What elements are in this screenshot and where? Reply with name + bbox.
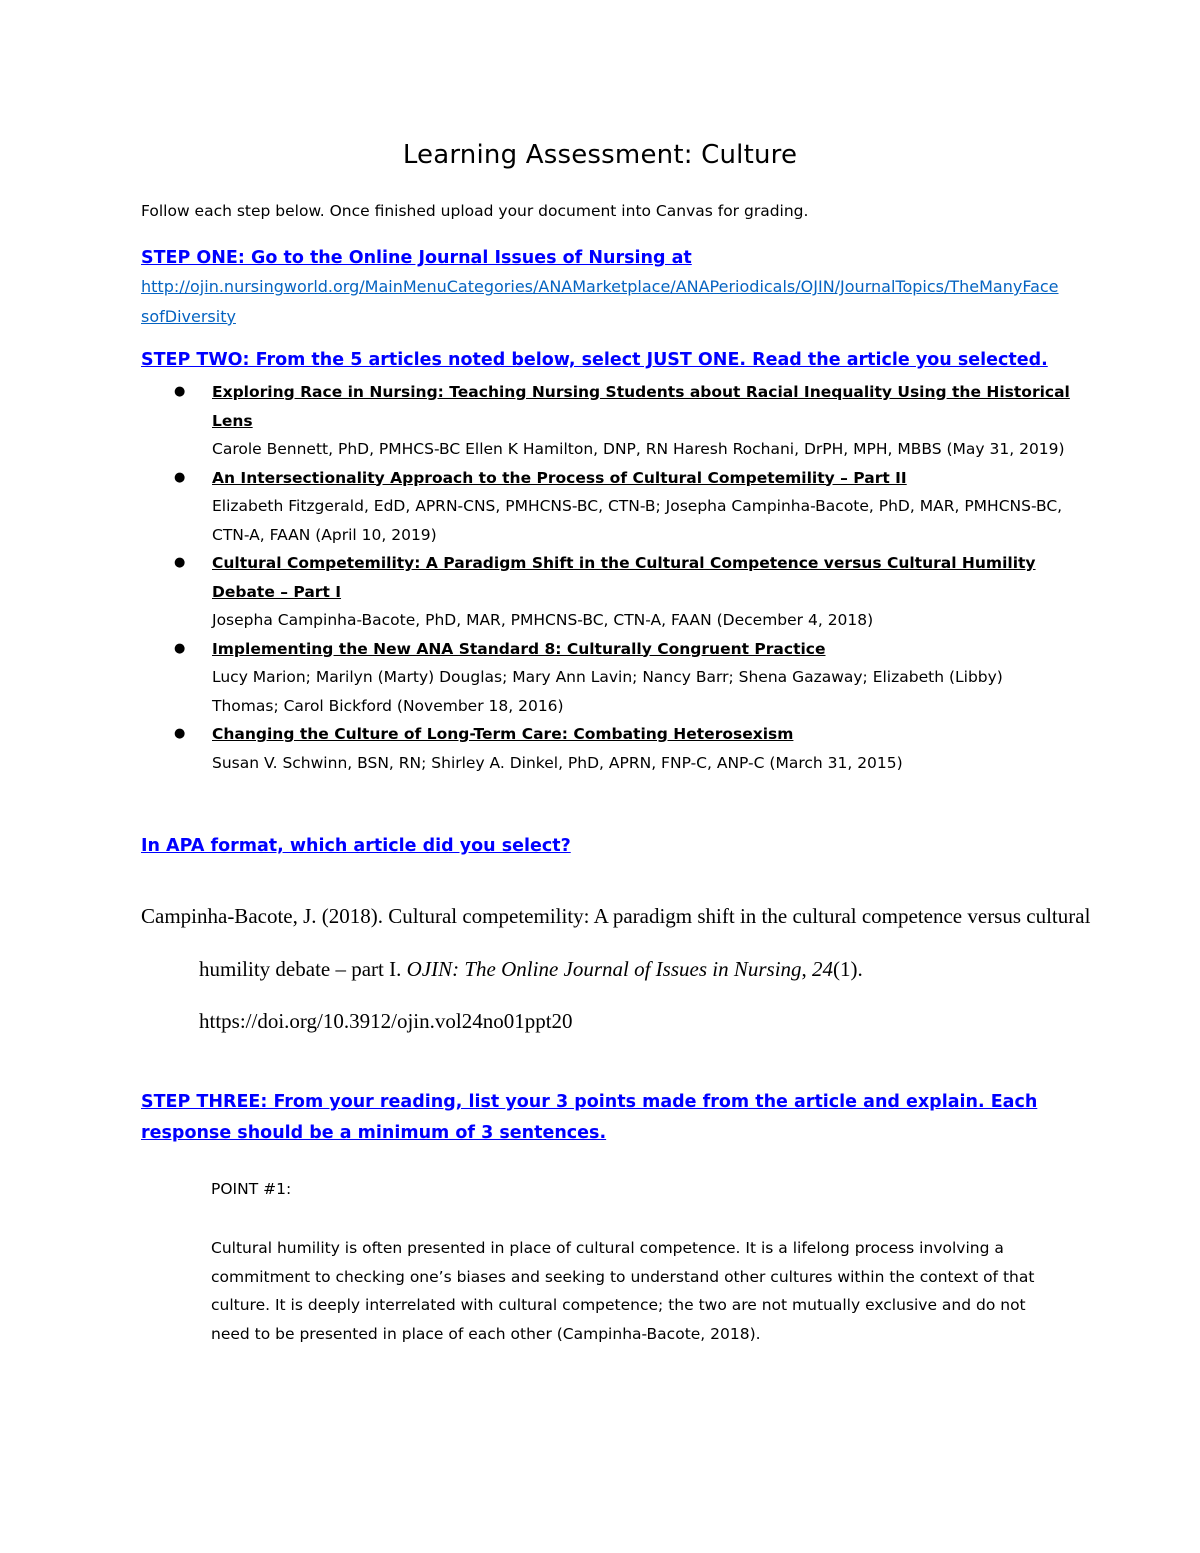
point-1-text: Cultural humility is often presented in place of cultural competence. It is a lifelong process involving a commitment to checking one’s biases and seeking to understand other cultures within the context of that culture. It is deeply interrelated with cultural competence; the two are not mutually exclusive and do not need to be presented in place of each other (Campinha-Bacote, 2018). — [211, 1239, 1035, 1343]
article-title: Exploring Race in Nursing: Teaching Nursing Students about Racial Inequality Using the Historical Lens — [212, 383, 1070, 430]
article-authors: Carole Bennett, PhD, PMHCS-BC Ellen K Hamilton, DNP, RN Haresh Rochani, DrPH, MPH, MBBS (May 31, 2019) — [212, 440, 1065, 458]
article-authors: Lucy Marion; Marilyn (Marty) Douglas; Mary Ann Lavin; Nancy Barr; Shena Gazaway; Elizabeth (Libby) Thomas; Carol Bickford (November 18, 2016) — [212, 668, 1003, 715]
apa-question-heading: In APA format, which article did you select? — [141, 836, 571, 856]
bullet-icon: ● — [174, 640, 186, 656]
step-three-heading: STEP THREE: From your reading, list your 3 points made from the article and explain. Each response should be a minimum of 3 sentences. — [141, 1092, 1038, 1143]
article-authors: Elizabeth Fitzgerald, EdD, APRN-CNS, PMHCNS-BC, CTN-B; Josepha Campinha-Bacote, PhD, MAR, PMHCNS-BC, CTN-A, FAAN (April 10, 2019) — [212, 497, 1063, 544]
intro-text: Follow each step below. Once finished upload your document into Canvas for grading. — [141, 202, 809, 220]
article-authors: Josepha Campinha-Bacote, PhD, MAR, PMHCNS-BC, CTN-A, FAAN (December 4, 2018) — [212, 611, 874, 629]
list-item — [170, 378, 1070, 464]
citation-doi: https://doi.org/10.3912/ojin.vol24no01ppt20 — [199, 1009, 573, 1033]
article-title: Changing the Culture of Long-Term Care: Combating Heterosexism — [212, 725, 794, 743]
bullet-icon: ● — [174, 726, 186, 741]
article-title: Cultural Competemility: A Paradigm Shift in the Cultural Competence versus Cultural Humility Debate – Part I — [212, 554, 1036, 601]
citation-issue: (1). — [833, 956, 863, 981]
bullet-icon: ● — [174, 469, 186, 485]
citation-sep: , — [801, 956, 813, 981]
bullet-icon: ● — [174, 555, 186, 570]
point-1-label: POINT #1: — [211, 1180, 292, 1198]
step-one-heading: STEP ONE: Go to the Online Journal Issues of Nursing at — [141, 248, 692, 268]
step-two-heading: STEP TWO: From the 5 articles noted below, select JUST ONE. Read the article you selected. — [141, 350, 1048, 370]
article-title: Implementing the New ANA Standard 8: Culturally Congruent Practice — [212, 639, 826, 658]
article-title: An Intersectionality Approach to the Process of Cultural Competemility – Part II — [212, 468, 907, 487]
page-title: Learning Assessment: Culture — [402, 140, 798, 170]
list-item — [170, 635, 1070, 721]
list-item — [170, 549, 1070, 635]
ojin-link[interactable]: http://ojin.nursingworld.org/MainMenuCategories/ANAMarketplace/ANAPeriodicals/OJIN/JournalTopics/TheManyFacesofDiversity — [141, 277, 1059, 326]
citation-volume: 24 — [812, 956, 834, 981]
article-authors: Susan V. Schwinn, BSN, RN; Shirley A. Dinkel, PhD, APRN, FNP-C, ANP-C (March 31, 2015) — [212, 753, 903, 772]
apa-citation — [141, 890, 1129, 1048]
list-item — [170, 720, 1070, 777]
article-list — [170, 378, 1070, 777]
bullet-icon: ● — [174, 384, 186, 399]
citation-text: Campinha-Bacote, J. (2018). Cultural competemility: A paradigm shift in the cultural competence versus cultural humility debate – part I. — [141, 904, 1091, 981]
citation-journal: OJIN: The Online Journal of Issues in Nursing — [406, 956, 802, 981]
list-item — [170, 464, 1070, 550]
